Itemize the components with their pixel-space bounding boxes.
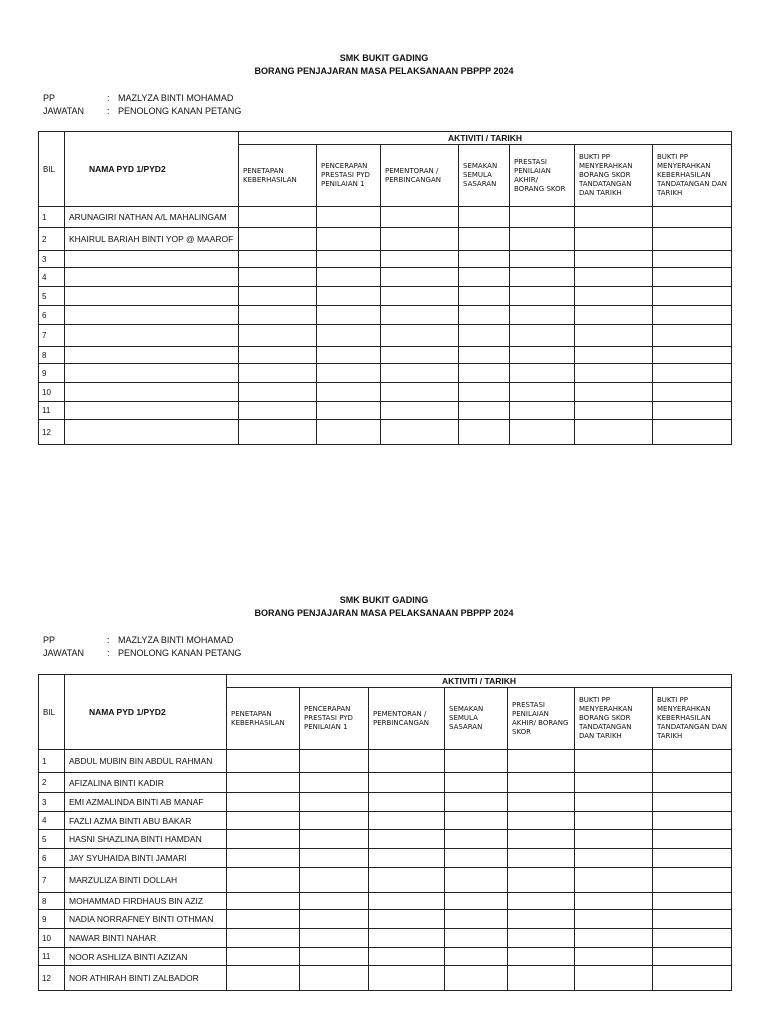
row-number: 9 — [39, 364, 65, 383]
pyd-name — [65, 325, 239, 347]
form-title: BORANG PENJAJARAN MASA PELAKSANAAN PBPPP 2024 — [254, 66, 514, 76]
pp-label: PP — [43, 635, 56, 645]
activity-date-cell — [239, 306, 317, 325]
row-number: 2 — [39, 773, 65, 793]
activity-date-cell — [317, 364, 381, 383]
activity-date-cell — [300, 793, 369, 812]
col-bukti-skor: BUKTI PP MENYERAHKAN BORANG SKOR TANDATANGAN DAN TARIKH — [575, 688, 653, 750]
activity-date-cell — [575, 347, 653, 364]
activity-date-cell — [300, 948, 369, 966]
table-row — [39, 325, 732, 347]
pyd-name — [65, 287, 239, 306]
row-number: 5 — [39, 287, 65, 306]
activity-date-cell — [575, 773, 653, 793]
activity-date-cell — [459, 268, 510, 287]
activity-date-cell — [510, 383, 575, 402]
activity-date-cell — [459, 347, 510, 364]
activity-date-cell — [317, 207, 381, 228]
activity-date-cell — [575, 268, 653, 287]
activity-date-cell — [653, 325, 732, 347]
jawatan-line — [43, 104, 241, 118]
activity-date-cell — [653, 868, 732, 893]
pyd-name: HASNI SHAZLINA BINTI HAMDAN — [65, 830, 227, 849]
activity-date-cell — [227, 868, 300, 893]
bil-header: BIL — [39, 675, 65, 750]
activity-date-cell — [239, 383, 317, 402]
activity-date-cell — [381, 228, 459, 251]
activity-date-cell — [369, 966, 445, 991]
table-row — [39, 830, 732, 849]
pyd-name: NOOR ASHLIZA BINTI AZIZAN — [65, 948, 227, 966]
activity-date-cell — [508, 893, 575, 910]
table-row — [39, 364, 732, 383]
activity-date-cell — [653, 402, 732, 420]
activity-date-cell — [369, 793, 445, 812]
activity-date-cell — [227, 966, 300, 991]
activity-date-cell — [653, 750, 732, 773]
pyd-name — [65, 268, 239, 287]
row-number: 7 — [39, 868, 65, 893]
activity-date-cell — [510, 251, 575, 268]
col-penetapan: PENETAPAN KEBERHASILAN — [239, 145, 317, 207]
col-bukti-skor: BUKTI PP MENYERAHKAN BORANG SKOR TANDATANGAN DAN TARIKH — [575, 145, 653, 207]
row-number: 6 — [39, 849, 65, 868]
activity-date-cell — [653, 306, 732, 325]
activity-date-cell — [300, 929, 369, 948]
activity-date-cell — [381, 364, 459, 383]
activity-date-cell — [369, 868, 445, 893]
pyd-name: AFIZALINA BINTI KADIR — [65, 773, 227, 793]
activity-date-cell — [445, 849, 508, 868]
col-semakan: SEMAKAN SEMULA SASARAN — [445, 688, 508, 750]
activity-date-cell — [227, 793, 300, 812]
pyd-name: ABDUL MUBIN BIN ABDUL RAHMAN — [65, 750, 227, 773]
activity-date-cell — [653, 228, 732, 251]
alignment-table — [38, 131, 732, 445]
row-number: 12 — [39, 966, 65, 991]
table-row — [39, 402, 732, 420]
activity-header: AKTIVITI / TARIKH — [227, 675, 732, 688]
activity-date-cell — [381, 268, 459, 287]
activity-date-cell — [575, 868, 653, 893]
activity-date-cell — [381, 306, 459, 325]
activity-date-cell — [300, 868, 369, 893]
activity-date-cell — [317, 287, 381, 306]
pp-label: PP — [43, 93, 56, 103]
activity-date-cell — [510, 420, 575, 445]
row-number: 10 — [39, 383, 65, 402]
activity-date-cell — [445, 948, 508, 966]
table-row — [39, 420, 732, 445]
row-number: 7 — [39, 325, 65, 347]
activity-date-cell — [653, 830, 732, 849]
pp-value: MAZLYZA BINTI MOHAMAD — [118, 635, 234, 645]
activity-date-cell — [300, 849, 369, 868]
activity-date-cell — [369, 830, 445, 849]
activity-date-cell — [653, 929, 732, 948]
table-row — [39, 347, 732, 364]
activity-date-cell — [575, 402, 653, 420]
activity-date-cell — [369, 773, 445, 793]
activity-date-cell — [653, 268, 732, 287]
activity-date-cell — [459, 325, 510, 347]
activity-date-cell — [575, 966, 653, 991]
activity-date-cell — [653, 948, 732, 966]
col-pencerapan: PENCERAPAN PRESTASI PYD PENILAIAN 1 — [317, 145, 381, 207]
col-pementoran: PEMENTORAN / PERBINCANGAN — [381, 145, 459, 207]
activity-date-cell — [381, 325, 459, 347]
table-row — [39, 793, 732, 812]
activity-date-cell — [459, 228, 510, 251]
table-row — [39, 849, 732, 868]
row-number: 1 — [39, 207, 65, 228]
activity-date-cell — [508, 849, 575, 868]
activity-date-cell — [508, 773, 575, 793]
activity-date-cell — [381, 402, 459, 420]
activity-date-cell — [317, 251, 381, 268]
activity-date-cell — [445, 966, 508, 991]
pp-line — [43, 91, 233, 105]
activity-date-cell — [653, 383, 732, 402]
activity-date-cell — [317, 420, 381, 445]
activity-date-cell — [575, 849, 653, 868]
row-number: 10 — [39, 929, 65, 948]
activity-date-cell — [239, 268, 317, 287]
pyd-name: ARUNAGIRI NATHAN A/L MAHALINGAM — [65, 207, 239, 228]
activity-date-cell — [575, 251, 653, 268]
activity-date-cell — [459, 364, 510, 383]
alignment-table — [38, 674, 732, 991]
activity-date-cell — [381, 287, 459, 306]
row-number: 12 — [39, 420, 65, 445]
pyd-name — [65, 420, 239, 445]
table-body — [39, 750, 732, 991]
activity-date-cell — [317, 268, 381, 287]
activity-date-cell — [445, 750, 508, 773]
table-row — [39, 948, 732, 966]
activity-date-cell — [369, 849, 445, 868]
activity-date-cell — [510, 364, 575, 383]
activity-date-cell — [300, 773, 369, 793]
row-number: 2 — [39, 228, 65, 251]
table-row — [39, 383, 732, 402]
activity-date-cell — [239, 228, 317, 251]
activity-date-cell — [227, 773, 300, 793]
activity-date-cell — [575, 750, 653, 773]
activity-date-cell — [510, 325, 575, 347]
activity-date-cell — [575, 306, 653, 325]
activity-date-cell — [510, 268, 575, 287]
pyd-name — [65, 402, 239, 420]
table-row — [39, 268, 732, 287]
activity-date-cell — [300, 893, 369, 910]
activity-date-cell — [317, 402, 381, 420]
activity-date-cell — [575, 420, 653, 445]
nama-header: NAMA PYD 1/PYD2 — [65, 675, 227, 750]
col-penetapan: PENETAPAN KEBERHASILAN — [227, 688, 300, 750]
activity-date-cell — [459, 207, 510, 228]
activity-date-cell — [300, 910, 369, 929]
table-row — [39, 207, 732, 228]
jawatan-label: JAWATAN — [43, 106, 84, 116]
table-row — [39, 893, 732, 910]
jawatan-label: JAWATAN — [43, 648, 84, 658]
activity-date-cell — [510, 306, 575, 325]
activity-date-cell — [510, 228, 575, 251]
jawatan-separator: : — [107, 648, 110, 658]
pyd-name: JAY SYUHAIDA BINTI JAMARI — [65, 849, 227, 868]
activity-date-cell — [459, 402, 510, 420]
activity-date-cell — [239, 287, 317, 306]
activity-date-cell — [575, 287, 653, 306]
pp-separator: : — [107, 635, 110, 645]
activity-date-cell — [445, 910, 508, 929]
table-row — [39, 929, 732, 948]
pyd-name — [65, 306, 239, 325]
activity-date-cell — [239, 402, 317, 420]
table-row — [39, 251, 732, 268]
activity-date-cell — [239, 207, 317, 228]
activity-date-cell — [510, 207, 575, 228]
activity-date-cell — [369, 893, 445, 910]
activity-date-cell — [575, 812, 653, 830]
activity-date-cell — [369, 929, 445, 948]
activity-date-cell — [317, 228, 381, 251]
activity-date-cell — [445, 830, 508, 849]
activity-date-cell — [653, 849, 732, 868]
col-bukti-keberhasilan: BUKTI PP MENYERAHKAN KEBERHASILAN TANDATANGAN DAN TARIKH — [653, 145, 732, 207]
activity-date-cell — [239, 364, 317, 383]
activity-date-cell — [445, 929, 508, 948]
activity-date-cell — [575, 893, 653, 910]
activity-date-cell — [300, 830, 369, 849]
activity-date-cell — [575, 910, 653, 929]
activity-date-cell — [239, 420, 317, 445]
activity-date-cell — [653, 251, 732, 268]
activity-date-cell — [653, 364, 732, 383]
row-number: 4 — [39, 812, 65, 830]
pyd-name — [65, 347, 239, 364]
col-prestasi: PRESTASI PENILAIAN AKHIR/ BORANG SKOR — [508, 688, 575, 750]
activity-date-cell — [508, 948, 575, 966]
activity-date-cell — [381, 347, 459, 364]
jawatan-separator: : — [107, 106, 110, 116]
table-row — [39, 966, 732, 991]
activity-date-cell — [300, 812, 369, 830]
activity-date-cell — [508, 812, 575, 830]
jawatan-value: PENOLONG KANAN PETANG — [118, 106, 242, 116]
row-number: 8 — [39, 893, 65, 910]
row-number: 5 — [39, 830, 65, 849]
activity-date-cell — [653, 773, 732, 793]
table-row — [39, 910, 732, 929]
col-bukti-keberhasilan: BUKTI PP MENYERAHKAN KEBERHASILAN TANDATANGAN DAN TARIKH — [653, 688, 732, 750]
school-title: SMK BUKIT GADING — [339, 53, 429, 63]
row-number: 3 — [39, 251, 65, 268]
table-row — [39, 750, 732, 773]
row-number: 11 — [39, 402, 65, 420]
activity-date-cell — [459, 420, 510, 445]
activity-date-cell — [653, 812, 732, 830]
activity-date-cell — [239, 325, 317, 347]
activity-date-cell — [653, 347, 732, 364]
pyd-name: NOR ATHIRAH BINTI ZALBADOR — [65, 966, 227, 991]
row-number: 8 — [39, 347, 65, 364]
activity-date-cell — [317, 347, 381, 364]
col-prestasi: PRESTASI PENILAIAN AKHIR/ BORANG SKOR — [510, 145, 575, 207]
pyd-name: MARZULIZA BINTI DOLLAH — [65, 868, 227, 893]
table-body — [39, 207, 732, 445]
pyd-name: EMI AZMALINDA BINTI AB MANAF — [65, 793, 227, 812]
nama-header: NAMA PYD 1/PYD2 — [65, 132, 239, 207]
activity-date-cell — [317, 383, 381, 402]
pyd-name: KHAIRUL BARIAH BINTI YOP @ MAAROF — [65, 228, 239, 251]
activity-date-cell — [653, 207, 732, 228]
pp-separator: : — [107, 93, 110, 103]
activity-date-cell — [508, 793, 575, 812]
activity-date-cell — [575, 207, 653, 228]
jawatan-line — [43, 646, 241, 660]
activity-date-cell — [459, 306, 510, 325]
table-row — [39, 868, 732, 893]
activity-date-cell — [575, 830, 653, 849]
activity-date-cell — [575, 228, 653, 251]
table-row — [39, 812, 732, 830]
row-number: 4 — [39, 268, 65, 287]
activity-date-cell — [653, 966, 732, 991]
activity-date-cell — [653, 287, 732, 306]
activity-date-cell — [459, 287, 510, 306]
row-number: 9 — [39, 910, 65, 929]
activity-date-cell — [381, 251, 459, 268]
activity-date-cell — [369, 812, 445, 830]
activity-date-cell — [575, 948, 653, 966]
activity-date-cell — [510, 287, 575, 306]
row-number: 1 — [39, 750, 65, 773]
activity-date-cell — [317, 306, 381, 325]
activity-date-cell — [459, 383, 510, 402]
activity-date-cell — [445, 868, 508, 893]
activity-date-cell — [227, 929, 300, 948]
activity-date-cell — [508, 929, 575, 948]
activity-date-cell — [575, 929, 653, 948]
row-number: 11 — [39, 948, 65, 966]
activity-date-cell — [227, 893, 300, 910]
activity-date-cell — [369, 910, 445, 929]
activity-date-cell — [239, 347, 317, 364]
col-semakan: SEMAKAN SEMULA SASARAN — [459, 145, 510, 207]
activity-date-cell — [381, 420, 459, 445]
activity-date-cell — [445, 793, 508, 812]
activity-date-cell — [508, 830, 575, 849]
table-row — [39, 306, 732, 325]
activity-date-cell — [508, 966, 575, 991]
activity-date-cell — [445, 893, 508, 910]
pyd-name: FAZLI AZMA BINTI ABU BAKAR — [65, 812, 227, 830]
col-pencerapan: PENCERAPAN PRESTASI PYD PENILAIAN 1 — [300, 688, 369, 750]
bil-header: BIL — [39, 132, 65, 207]
activity-date-cell — [459, 251, 510, 268]
activity-date-cell — [227, 812, 300, 830]
activity-date-cell — [575, 793, 653, 812]
table-row — [39, 228, 732, 251]
activity-date-cell — [227, 910, 300, 929]
activity-date-cell — [575, 383, 653, 402]
row-number: 6 — [39, 306, 65, 325]
activity-date-cell — [445, 773, 508, 793]
table-row — [39, 287, 732, 306]
activity-date-cell — [575, 325, 653, 347]
activity-date-cell — [369, 750, 445, 773]
pp-line — [43, 633, 233, 647]
activity-date-cell — [381, 207, 459, 228]
activity-date-cell — [653, 893, 732, 910]
activity-date-cell — [227, 750, 300, 773]
activity-date-cell — [445, 812, 508, 830]
pyd-name — [65, 251, 239, 268]
activity-date-cell — [510, 347, 575, 364]
activity-date-cell — [227, 948, 300, 966]
activity-date-cell — [508, 868, 575, 893]
activity-date-cell — [508, 910, 575, 929]
activity-date-cell — [653, 910, 732, 929]
activity-date-cell — [300, 966, 369, 991]
activity-date-cell — [227, 849, 300, 868]
school-title: SMK BUKIT GADING — [339, 595, 429, 605]
pyd-name: NAWAR BINTI NAHAR — [65, 929, 227, 948]
activity-date-cell — [508, 750, 575, 773]
activity-date-cell — [653, 793, 732, 812]
activity-date-cell — [317, 325, 381, 347]
pyd-name: NADIA NORRAFNEY BINTI OTHMAN — [65, 910, 227, 929]
activity-date-cell — [653, 420, 732, 445]
activity-date-cell — [369, 948, 445, 966]
jawatan-value: PENOLONG KANAN PETANG — [118, 648, 242, 658]
activity-date-cell — [381, 383, 459, 402]
row-number: 3 — [39, 793, 65, 812]
form-title: BORANG PENJAJARAN MASA PELAKSANAAN PBPPP 2024 — [254, 608, 514, 618]
table-row — [39, 773, 732, 793]
activity-date-cell — [239, 251, 317, 268]
pyd-name: MOHAMMAD FIRDHAUS BIN AZIZ — [65, 893, 227, 910]
activity-header: AKTIVITI / TARIKH — [239, 132, 732, 145]
pyd-name — [65, 383, 239, 402]
col-pementoran: PEMENTORAN / PERBINCANGAN — [369, 688, 445, 750]
pyd-name — [65, 364, 239, 383]
pp-value: MAZLYZA BINTI MOHAMAD — [118, 93, 234, 103]
activity-date-cell — [227, 830, 300, 849]
activity-date-cell — [510, 402, 575, 420]
activity-date-cell — [575, 364, 653, 383]
activity-date-cell — [300, 750, 369, 773]
